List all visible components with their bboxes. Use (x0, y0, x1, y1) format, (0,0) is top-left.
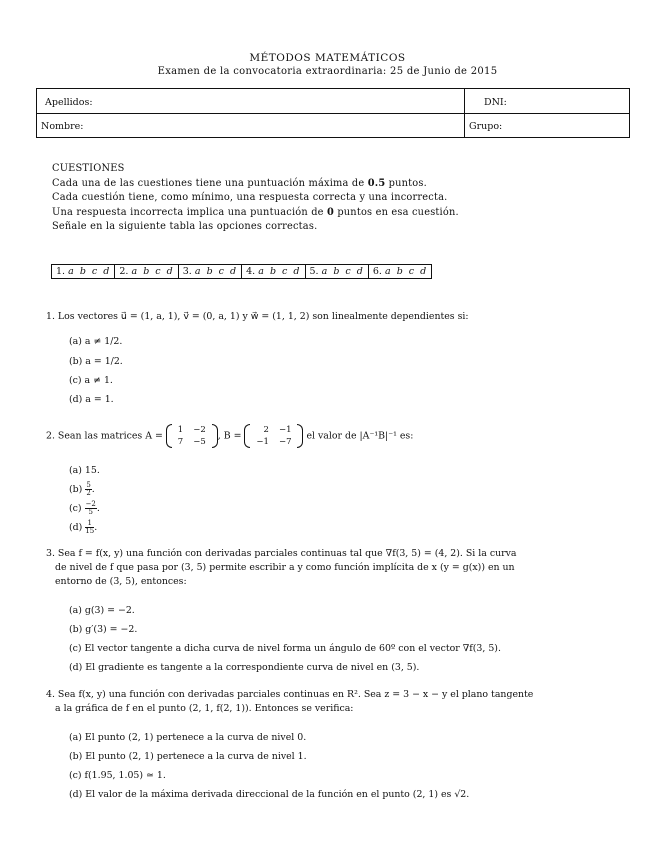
answer-options: a b c d (131, 266, 173, 277)
question-3 (46, 547, 616, 589)
text-bold: 0.5 (367, 177, 386, 189)
q2-text-post: el valor de |A⁻¹B|⁻¹ es: (306, 430, 414, 442)
identification-box (36, 88, 630, 138)
grupo-label: Grupo: (469, 121, 503, 132)
q4-line: 4. Sea f(x, y) una función con derivadas parciales continuas en R². Sea z = 3 − x − y el plano tangente (46, 689, 534, 700)
answer-options: a b c d (68, 266, 110, 277)
q1-option-b: (b) a = 1/2. (69, 356, 123, 367)
fraction-num: 5 (86, 481, 91, 489)
answer-options: a b c d (384, 266, 427, 277)
q3-line: entorno de (3, 5), entonces: (55, 576, 187, 587)
instructions-line-1 (52, 177, 459, 192)
matrix-cell: −5 (193, 437, 206, 447)
question-4 (46, 688, 616, 716)
answer-table (51, 264, 432, 279)
question-2 (46, 424, 616, 448)
answer-options: a b c d (258, 266, 300, 277)
q1-option-d: (d) a = 1. (69, 394, 114, 405)
matrix-cell: −1 (278, 425, 292, 435)
fraction-den: 5 (88, 508, 93, 516)
instructions (52, 162, 459, 235)
answer-cell[interactable] (179, 265, 242, 278)
id-divider (464, 89, 465, 113)
q3-line: de nivel de f que pasa por (3, 5) permite escribir a y como función implícita de x (y = g(x)) en un (55, 562, 515, 573)
answer-options: a b c d (194, 266, 237, 277)
instructions-line-3 (52, 206, 459, 221)
answer-cell[interactable] (306, 265, 369, 278)
answer-number: 1. (56, 266, 66, 277)
option-label: (c) (69, 503, 82, 514)
text: puntos. (385, 177, 427, 189)
instructions-heading: CUESTIONES (52, 163, 125, 174)
fraction-den: 2 (86, 489, 91, 497)
answer-number: 3. (182, 266, 192, 277)
matrix-cell: 2 (263, 425, 269, 435)
q4-option-a: (a) El punto (2, 1) pertenece a la curva de nivel 0. (69, 732, 307, 743)
matrix-cell: 7 (177, 437, 184, 447)
q3-option-b: (b) g′(3) = −2. (69, 624, 138, 635)
answer-number: 6. (372, 266, 382, 277)
answer-cell[interactable] (369, 265, 431, 278)
matrix-b (244, 424, 303, 448)
fraction (85, 501, 97, 516)
q2-option-b: (b) $\frac{5}{2}$ . (69, 481, 95, 497)
q1-option-c: (c) a ≠ 1. (69, 375, 113, 386)
answer-cell[interactable] (115, 265, 178, 278)
answer-cell[interactable] (52, 265, 115, 278)
exam-title: MÉTODOS MATEMÁTICOS (249, 52, 406, 64)
instructions-line-4: Señale en la siguiente tabla las opciones correctas. (52, 221, 318, 232)
q3-line: 3. Sea f = f(x, y) una función con derivadas parciales continuas tal que ∇f(3, 5) = (4, 2). Si la curva (46, 548, 517, 559)
text-bold: 0 (326, 206, 335, 218)
instructions-line-2: Cada cuestión tiene, como mínimo, una respuesta correcta y una incorrecta. (52, 192, 448, 203)
matrix-cell: −2 (193, 425, 206, 435)
q4-option-c: (c) f(1.95, 1.05) ≃ 1. (69, 770, 166, 781)
question-1: 1. Los vectores u⃗ = (1, a, 1), v⃗ = (0, a, 1) y w⃗ = (1, 1, 2) son linealmente dependientes si: (46, 311, 469, 322)
id-row-surname (37, 89, 629, 114)
option-label: (d) (69, 522, 83, 533)
answer-number: 2. (119, 266, 129, 277)
text: puntos en esa cuestión. (334, 206, 459, 218)
q1-option-a: (a) a ≠ 1/2. (69, 336, 123, 347)
fraction-den: 15 (85, 527, 95, 535)
fraction-num: 1 (85, 520, 94, 528)
matrix-a (166, 424, 218, 448)
text: Una respuesta incorrecta implica una puntuación de (52, 206, 327, 218)
q2-option-d: (d) $\frac{1}{15}$ . (69, 519, 98, 535)
q4-line: a la gráfica de f en el punto (2, 1, f(2, 1)). Entonces se verifica: (55, 703, 354, 714)
q2-text-mid: , B = (217, 430, 242, 442)
answer-cell[interactable] (242, 265, 305, 278)
q2-option-c: (c) $\frac{-2}{5}$ . (69, 500, 100, 516)
q3-option-c: (c) El vector tangente a dicha curva de nivel forma un ángulo de 60º con el vector ∇f(3, 5). (69, 643, 501, 654)
q4-option-b: (b) El punto (2, 1) pertenece a la curva de nivel 1. (69, 751, 307, 762)
answer-options: a b c d (321, 266, 363, 277)
matrix-cell: −7 (278, 437, 292, 447)
option-label: (b) (69, 484, 83, 495)
q3-option-a: (a) g(3) = −2. (69, 605, 135, 616)
text: Cada una de las cuestiones tiene una puntuación máxima de (52, 177, 368, 189)
q2-option-a: (a) 15. (69, 465, 100, 476)
matrix-cell: −1 (256, 437, 269, 447)
exam-subtitle: Examen de la convocatoria extraordinaria: 25 de Junio de 2015 (157, 66, 498, 77)
answer-number: 4. (246, 266, 256, 277)
fraction (85, 482, 91, 497)
id-divider (464, 114, 465, 138)
nombre-label: Nombre: (41, 121, 84, 132)
answer-number: 5. (309, 266, 319, 277)
fraction-num: −2 (85, 500, 96, 508)
q2-text-pre: 2. Sean las matrices A = (46, 430, 163, 442)
fraction (85, 520, 94, 535)
id-row-name (37, 114, 629, 138)
matrix-cell: 1 (177, 425, 184, 435)
apellidos-label: Apellidos: (45, 97, 93, 108)
dni-label: DNI: (484, 97, 507, 108)
q4-option-d: (d) El valor de la máxima derivada direccional de la función en el punto (2, 1) es √2. (69, 789, 470, 800)
q3-option-d: (d) El gradiente es tangente a la correspondiente curva de nivel en (3, 5). (69, 662, 420, 673)
